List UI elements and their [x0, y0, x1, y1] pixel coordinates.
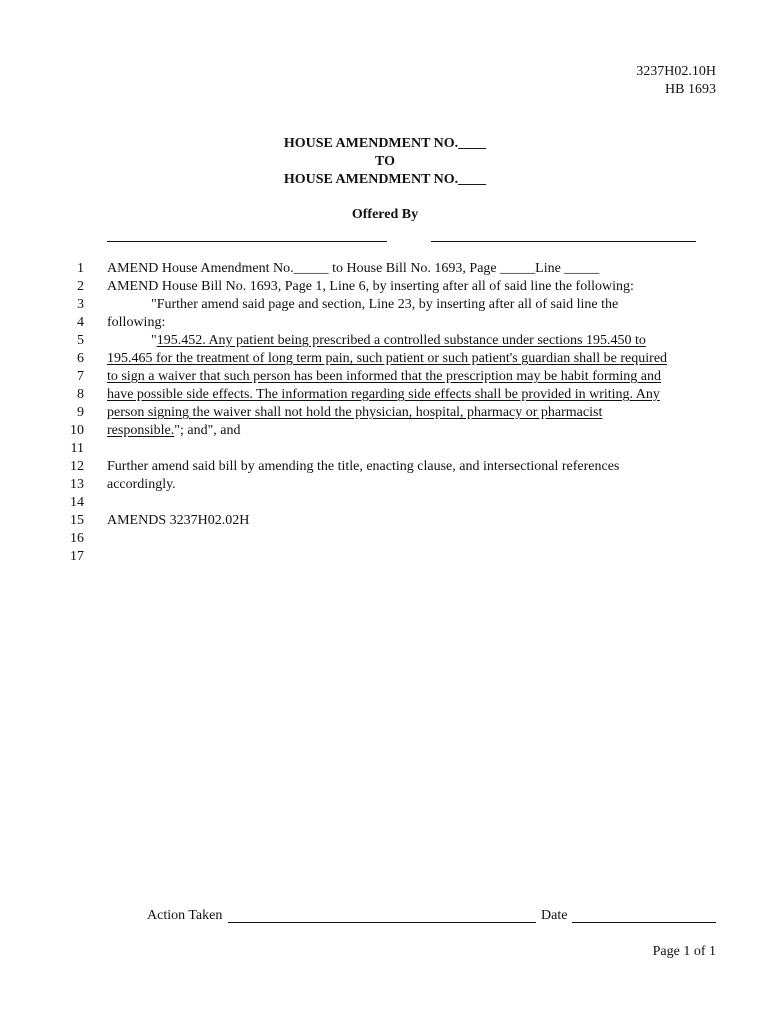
body-line-4: following:	[107, 315, 166, 330]
line-number: 16	[70, 531, 84, 546]
line-number: 11	[70, 441, 84, 456]
line-number: 3	[77, 297, 84, 312]
action-taken-line	[228, 922, 536, 923]
line-number: 7	[77, 369, 84, 384]
page-number: Page 1 of 1	[652, 944, 716, 959]
amendment-title-line2: TO	[375, 154, 395, 169]
body-line-12: Further amend said bill by amending the title, enacting clause, and intersectional references	[107, 459, 620, 474]
bill-number: HB 1693	[665, 82, 716, 97]
open-quote: "	[151, 333, 157, 348]
body-line-8: have possible side effects. The information regarding side effects shall be provided in writing. Any	[107, 387, 660, 402]
body-line-5	[151, 333, 646, 349]
line-number: 1	[77, 261, 84, 276]
offered-by-label: Offered By	[351, 207, 419, 222]
body-line-9: person signing the waiver shall not hold the physician, hospital, pharmacy or pharmacist	[107, 405, 603, 420]
signature-line-right	[431, 241, 696, 242]
signature-line-left	[107, 241, 387, 242]
body-line-3: "Further amend said page and section, Line 23, by inserting after all of said line the	[151, 297, 619, 312]
line-number: 6	[77, 351, 84, 366]
line-number: 2	[77, 279, 84, 294]
line-number: 12	[70, 459, 84, 474]
line-number: 13	[70, 477, 84, 492]
body-line-15: AMENDS 3237H02.02H	[107, 513, 250, 528]
line-number: 4	[77, 315, 84, 330]
body-line-7: to sign a waiver that such person has been informed that the prescription may be habit forming and	[107, 369, 662, 384]
body-line-6: 195.465 for the treatment of long term pain, such patient or such patient's guardian shall be required	[107, 351, 668, 366]
document-code: 3237H02.10H	[636, 64, 716, 79]
body-line-13: accordingly.	[107, 477, 176, 492]
line-number: 14	[70, 495, 84, 510]
line-number: 15	[70, 513, 84, 528]
inserted-text-end: responsible.	[107, 423, 175, 438]
amendment-title-line3: HOUSE AMENDMENT NO.____	[283, 172, 487, 187]
line-number: 9	[77, 405, 84, 420]
date-line	[572, 922, 716, 923]
action-taken-label: Action Taken	[147, 908, 223, 923]
line-number: 10	[70, 423, 84, 438]
date-label: Date	[541, 908, 568, 923]
inserted-text: 195.452. Any patient being prescribed a controlled substance under sections 195.450 to	[156, 333, 646, 348]
amendment-title-line1: HOUSE AMENDMENT NO.____	[283, 136, 487, 151]
closing-text: "; and", and	[174, 423, 241, 438]
line-number: 5	[77, 333, 84, 348]
line-number: 17	[70, 549, 84, 564]
body-line-2: AMEND House Bill No. 1693, Page 1, Line 6, by inserting after all of said line the following:	[107, 279, 634, 294]
body-line-1: AMEND House Amendment No._____ to House Bill No. 1693, Page _____Line _____	[107, 261, 600, 276]
line-number: 8	[77, 387, 84, 402]
body-line-10	[107, 423, 241, 439]
